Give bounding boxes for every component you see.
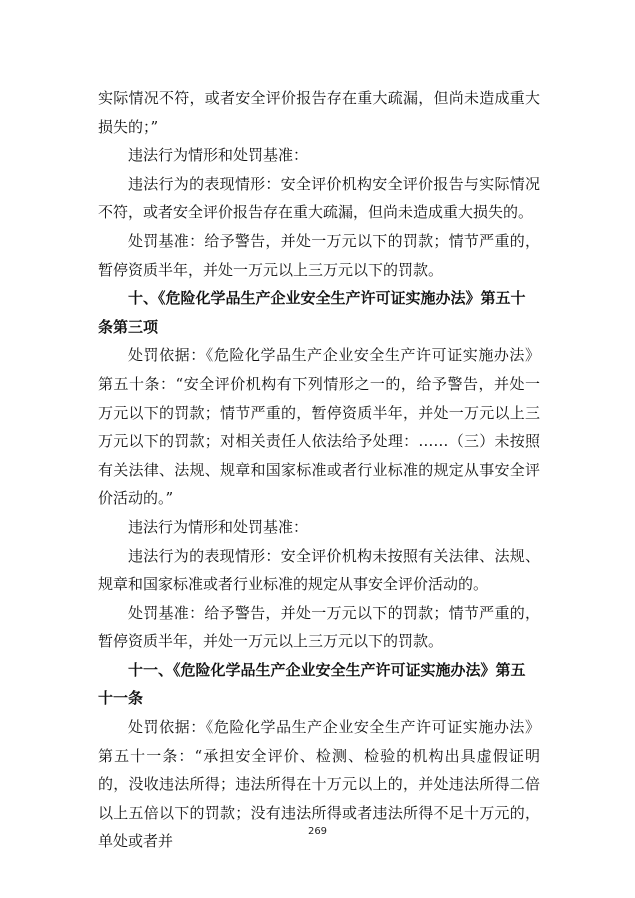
paragraph-violation-manifestation: 违法行为的表现情形：安全评价机构未按照有关法律、法规、规章和国家标准或者行业标准的规定从事安全评价活动的。 <box>98 546 540 594</box>
paragraph-penalty-basis: 处罚依据：《危险化学品生产企业安全生产许可证实施办法》第五十条：“安全评价机构有下列情形之一的，给予警告，并处一万元以下的罚款；情节严重的，暂停资质半年，并处一万元以上三万元以下的罚款；对相关责任人依法给予处理：……（三）未按照有关法律、法规、规章和国家标准或者行业标准的规定从事安全评价活动的。” <box>98 346 540 508</box>
paragraph-continuation: 实际情况不符，或者安全评价报告存在重大疏漏，但尚未造成重大损失的；” <box>98 89 540 136</box>
paragraph-violation-standard-label: 违法行为情形和处罚基准： <box>128 146 309 165</box>
document-body <box>98 84 540 856</box>
paragraph-penalty-standard: 处罚基准：给予警告，并处一万元以下的罚款；情节严重的，暂停资质半年，并处一万元以上三万元以下的罚款。 <box>98 231 540 279</box>
paragraph-violation-manifestation: 违法行为的表现情形：安全评价机构安全评价报告与实际情况不符，或者安全评价报告存在重大疏漏，但尚未造成重大损失的。 <box>98 174 540 222</box>
page-number: 269 <box>307 826 328 837</box>
paragraph-penalty-standard: 处罚基准：给予警告，并处一万元以下的罚款；情节严重的，暂停资质半年，并处一万元以上三万元以下的罚款。 <box>98 603 540 651</box>
paragraph-penalty-basis: 处罚依据：《危险化学品生产企业安全生产许可证实施办法》第五十一条：“承担安全评价、检测、检验的机构出具虚假证明的，没收违法所得；违法所得在十万元以上的，并处违法所得二倍以上五倍以下的罚款；没有违法所得或者违法所得不足十万元的，单处或者并 <box>98 718 540 851</box>
section-heading-ten: 十、《危险化学品生产企业安全生产许可证实施办法》第五十条第三项 <box>98 289 526 336</box>
section-heading-eleven: 十一、《危险化学品生产企业安全生产许可证实施办法》第五十一条 <box>98 660 526 708</box>
paragraph-violation-standard-label: 违法行为情形和处罚基准： <box>128 517 309 536</box>
